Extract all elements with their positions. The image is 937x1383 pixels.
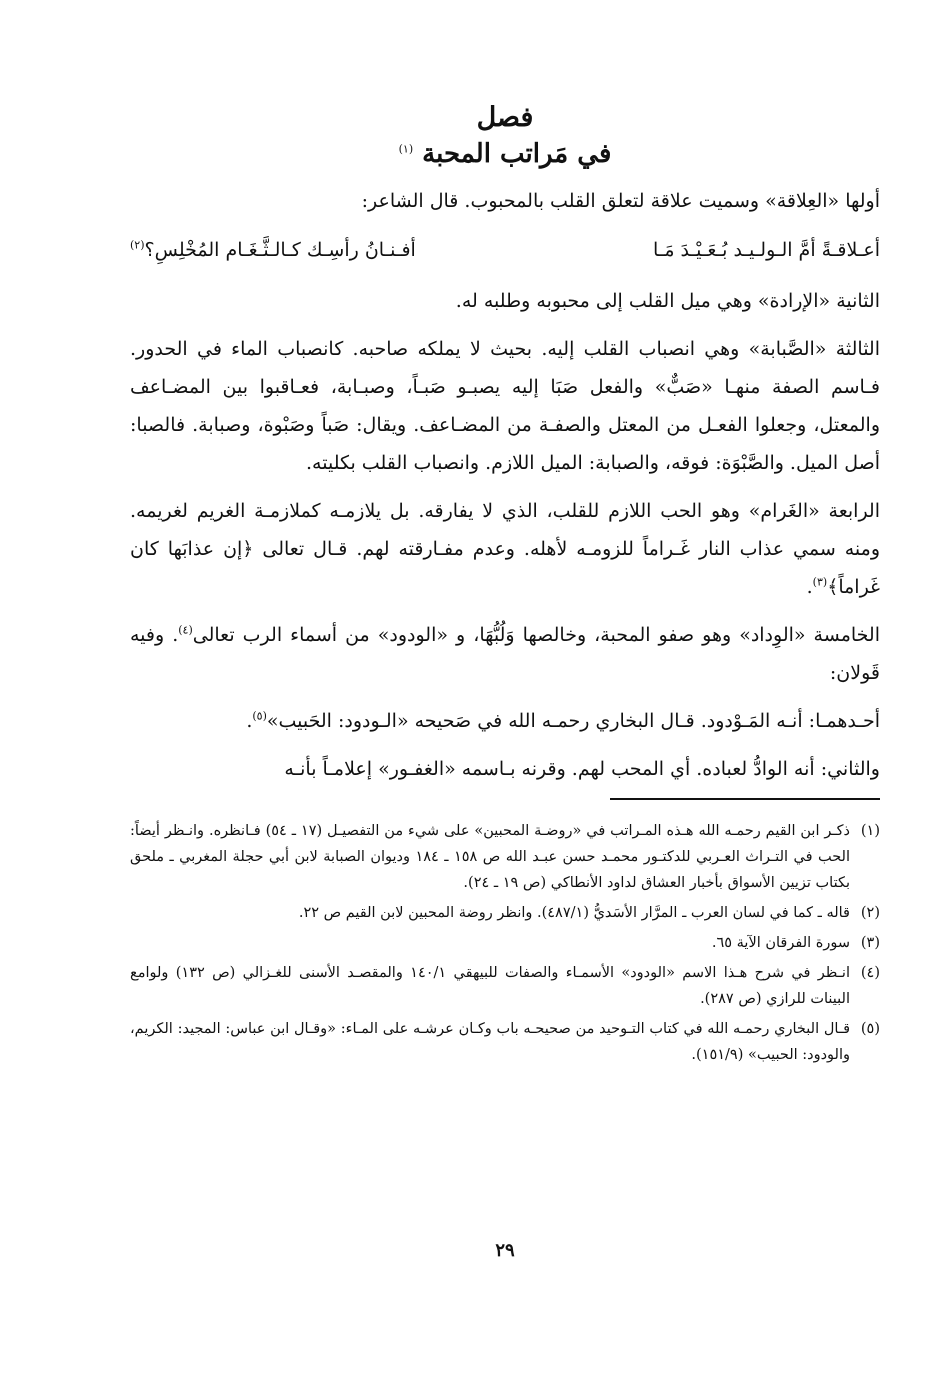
footnote-ref-4[interactable]: (٤) [178,623,193,637]
chapter-heading: فصل [476,102,534,133]
page-number: ٢٩ [495,1240,515,1261]
footnote-ref-5[interactable]: (٥) [252,709,267,723]
poetry-verse [130,230,880,270]
footnote-number: (٥) [860,1021,880,1037]
footnote-ref-3[interactable]: (٣) [812,575,828,589]
footnote-text: ذكـر ابن القيم رحمـه الله هـذه المـراتب في «روضـة المحبين» على شيء من التفصيـل (١٧ ـ ٥٤) فـانظره. وانـظر أيضاً: الحب في التـراث العـربي للدكتـور محمـد حسن عبـد الله ص ١٥٨ ـ ١٨٤ وديوان الصبابة لابن أبي حجلة المغربي ـ ملحق بكتاب تزيين الأسواق بأخبار العشاق لداود الأنطاكي (ص ١٩ ـ ٢٤). [130,823,851,891]
paragraph-sababah: الثالثة «الصَّبابة» وهي انصباب القلب إليه. بحيث لا يملكه صاحبه. كانصباب الماء في الحدور. فـاسم الصفة منهـا «صَبٌّ» والفعل صَبَا إليه يصبـو صَبـاً، وصبـابة، فعـاقبوا بين المضـاعف والمعتل، وجعلوا الفعـل من المعتل والصفـة من المضـاعف. ويقال: صَباً وصَبْوة، وصبابة. فالصبا: أصل الميل. والصَّبْوَة: فوقه، والصبابة: الميل اللازم. وانصباب القلب بكليته. [130,338,880,474]
paragraph-iradah: الثانية «الإرادة» وهي ميل القلب إلى محبوبه وطلبه له. [455,290,880,312]
footnote-2 [130,900,880,926]
chapter-subtitle-text: في مَراتب المحبة [422,139,612,169]
paragraph-gharam-text: الرابعة «الغَرام» وهو الحب اللازم للقلب، الذي لا يفارقه. بل يلازمـه كملازمـة الغريم لغريمه. ومنه سمي عذاب النار غَـراماً للزومـه لأهله. وعدم مفـارقته لهم. قـال تعالى ﴿إن عذابَها كان غَراماً﴾ [130,500,880,598]
paragraph-gharam: الرابعة «الغَرام» وهو الحب اللازم للقلب، الذي لا يفارقه. بل يلازمـه كملازمـة الغريم لغريمه. ومنه سمي عذاب النار غَـراماً للزومـه لأهله. وعدم مفـارقته لهم. قـال تعالى ﴿إن عذابَها كان غَراماً﴾$^{(٣)}$. [130,500,880,598]
book-page [130,100,880,1300]
paragraph-second-opinion: والثاني: أنه الوادُّ لعباده. أي المحب لهم. وقرنه بـاسمه «الغفـور» إعلامـاً بأنـه [284,758,880,780]
footnote-number: (١) [860,823,880,839]
verse-first-hemistich: أعـلاقـةً أمَّ الـولـيـد بُـعَـيْـدَ مَـا [652,239,880,261]
paragraph-first-opinion-tail: . [246,710,253,732]
intro-paragraph: أولها «العِلاقة» وسميت علاقة لتعلق القلب بالمحبوب. قال الشاعر: [361,190,880,212]
footnote-text: انـظر في شرح هـذا الاسم «الودود» الأسمـاء والصفات للبيهقي ١٤٠/١ والمقصـد الأسنى للغـزالي (ص ١٣٢) ولوامع البينات للرازي (ص ٢٨٧). [130,965,850,1007]
footnotes-list [130,818,880,1068]
footnote-ref-2[interactable]: (٢) [130,238,145,252]
footnote-text: سورة الفرقان الآية ٦٥. [711,935,850,951]
paragraph-widad-tail: . وفيه قَولان: [130,624,880,684]
footnote-3 [130,930,880,956]
paragraph-widad [130,616,880,692]
verse-second-hemistich-text: أفـنـانُ رأسِـك كـالـثَّـغَـام المُخْلِسِ؟ [144,239,416,261]
chapter-header [130,100,880,172]
footnote-divider [610,798,880,800]
verse-second-hemistich [130,230,416,270]
footnote-4 [130,960,880,1012]
footnote-ref-1[interactable]: (١) [398,142,414,156]
paragraph-first-opinion [130,702,880,740]
footnote-number: (٤) [860,965,880,981]
paragraph-widad-text: الخامسة «الوِداد» وهو صفو المحبة، وخالصها وَلُبُّهَا، و «الودود» من أسماء الرب تعالى [192,624,880,646]
footnote-number: (٣) [860,935,880,951]
footnote-1 [130,818,880,896]
footnote-text: قاله ـ كما في لسان العرب ـ المرَّار الأسَديُّ (٤٨٧/١). وانظر روضة المحبين لابن القيم ص ٢٢. [298,905,850,921]
footnote-5 [130,1016,880,1068]
main-text [130,182,880,788]
chapter-subtitle [130,136,880,172]
footnote-text: قـال البخاري رحمـه الله في كتاب التـوحيد من صحيحـه باب وكـان عرشـه على المـاء: «وقـال ابن عباس: المجيد: الكريم، والودود: الحبيب» (١٥١/٩). [130,1021,850,1063]
footnote-number: (٢) [860,905,880,921]
paragraph-first-opinion-text: أحـدهمـا: أنـه المَـوْدود. قـال البخاري رحمـه الله في صَحيحه «الـودود: الحَبيب» [266,710,880,732]
